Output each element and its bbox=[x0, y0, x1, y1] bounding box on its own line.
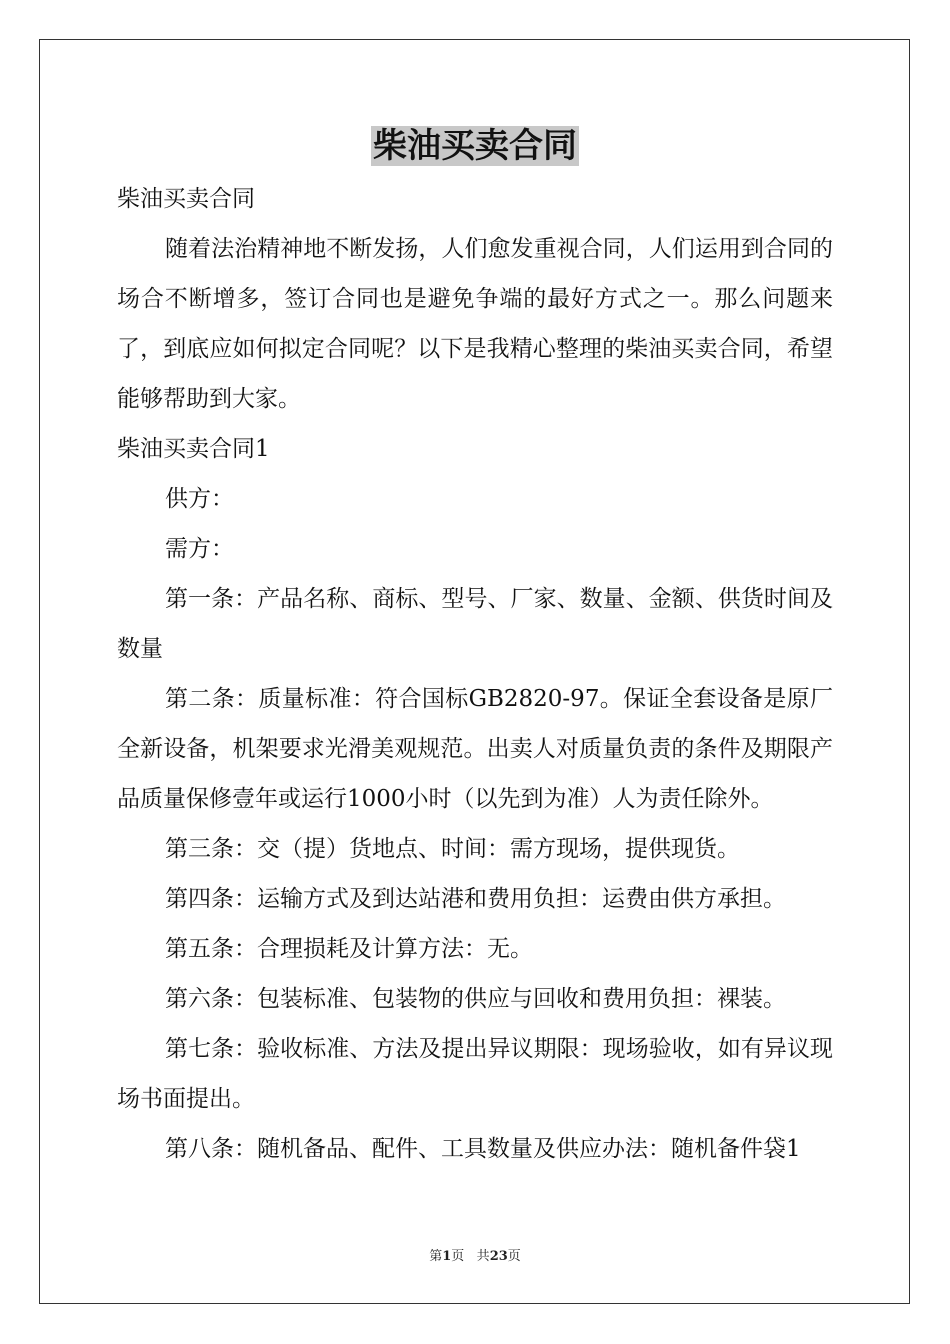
footer-page-suffix: 页 bbox=[451, 1249, 465, 1264]
paragraph: 柴油买卖合同 bbox=[117, 186, 255, 212]
footer-total-suffix: 页 bbox=[507, 1249, 521, 1264]
paragraph: 第五条：合理损耗及计算方法：无。 bbox=[165, 936, 533, 962]
footer-page-number: 1 bbox=[442, 1249, 452, 1264]
paragraph: 随着法治精神地不断发扬，人们愈发重视合同，人们运用到合同的场合不断增多，签订合同也是避免争端的最好方式之一。那么问题来了，到底应如何拟定合同呢？以下是我精心整理的柴油买卖合同，希望能够帮助到大家。 bbox=[117, 236, 833, 412]
document-title-text: 柴油买卖合同 bbox=[373, 126, 577, 166]
paragraph: 第三条：交（提）货地点、时间：需方现场，提供现货。 bbox=[165, 836, 740, 862]
document-title bbox=[0, 124, 950, 168]
footer-total-pages: 23 bbox=[489, 1249, 508, 1264]
page-footer bbox=[0, 1247, 950, 1267]
paragraph: 供方： bbox=[165, 486, 234, 512]
paragraph: 第二条：质量标准：符合国标GB2820-97。保证全套设备是原厂全新设备，机架要求光滑美观规范。出卖人对质量负责的条件及期限产品质量保修壹年或运行1000小时（以先到为准）人为责任除外。 bbox=[117, 686, 833, 812]
paragraph: 第四条：运输方式及到达站港和费用负担：运费由供方承担。 bbox=[165, 886, 786, 912]
paragraph: 第六条：包装标准、包装物的供应与回收和费用负担：裸装。 bbox=[165, 986, 786, 1012]
paragraph: 第七条：验收标准、方法及提出异议期限：现场验收，如有异议现场书面提出。 bbox=[117, 1036, 833, 1112]
document-body bbox=[117, 174, 833, 1174]
footer-prefix: 第 bbox=[429, 1249, 443, 1264]
footer-total-prefix: 共 bbox=[476, 1249, 490, 1264]
paragraph: 需方： bbox=[165, 536, 234, 562]
paragraph: 柴油买卖合同1 bbox=[117, 436, 270, 462]
paragraph: 第八条：随机备品、配件、工具数量及供应办法：随机备件袋1 bbox=[165, 1136, 801, 1162]
paragraph: 第一条：产品名称、商标、型号、厂家、数量、金额、供货时间及数量 bbox=[117, 586, 833, 662]
